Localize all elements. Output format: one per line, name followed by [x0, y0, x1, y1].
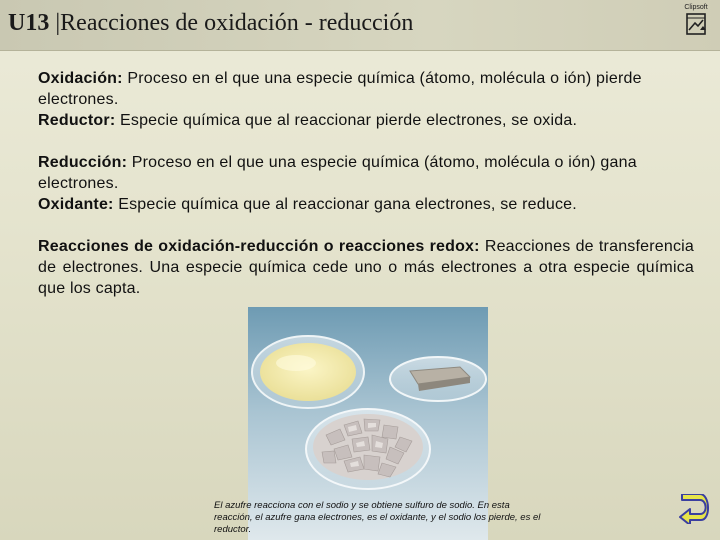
- reductor-definition: [38, 110, 694, 131]
- content-area: [38, 68, 694, 320]
- oxidante-text: Especie química que al reaccionar gana electrones, se reduce.: [113, 196, 577, 213]
- reduction-text: Proceso en el que una especie química (átomo, molécula o ión) gana electrones.: [38, 154, 637, 192]
- title-bar: [0, 0, 720, 51]
- clipsoft-logo-icon: [683, 4, 709, 36]
- oxidante-term: Oxidante:: [38, 196, 114, 213]
- reduction-definition: [38, 152, 694, 194]
- oxidation-block: [38, 68, 694, 131]
- title-separator: |: [49, 10, 61, 36]
- return-arrow-icon: [676, 494, 710, 524]
- reductor-text: Especie química que al reaccionar pierde electrones, se oxida.: [115, 112, 578, 129]
- oxidation-definition: [38, 68, 694, 110]
- redox-block: [38, 236, 694, 299]
- title-text: Reacciones de oxidación - reducción: [60, 10, 414, 36]
- redox-definition: [38, 236, 694, 299]
- oxidante-definition: [38, 194, 694, 215]
- return-button[interactable]: [676, 494, 710, 524]
- page-title: [8, 10, 413, 37]
- reductor-term: Reductor:: [38, 112, 116, 129]
- reduction-term: Reducción:: [38, 154, 128, 171]
- oxidation-term: Oxidación:: [38, 70, 123, 87]
- redox-term: Reacciones de oxidación-reducción o reacciones redox:: [38, 238, 480, 255]
- redox-text: Reacciones de transferencia de electrones. Una especie química cede uno o más electrones a otra especie química que los capta.: [38, 238, 695, 297]
- reduction-block: [38, 152, 694, 215]
- oxidation-text: Proceso en el que una especie química (átomo, molécula o ión) pierde electrones.: [38, 70, 642, 108]
- unit-label: U13: [8, 10, 50, 36]
- figure-caption: El azufre reacciona con el sodio y se obtiene sulfuro de sodio. En esta reacción, el azufre gana electrones, es el oxidante, y el sodio los pierde, es el reductor.: [214, 500, 541, 535]
- logo-text: Clipsoft: [684, 4, 708, 11]
